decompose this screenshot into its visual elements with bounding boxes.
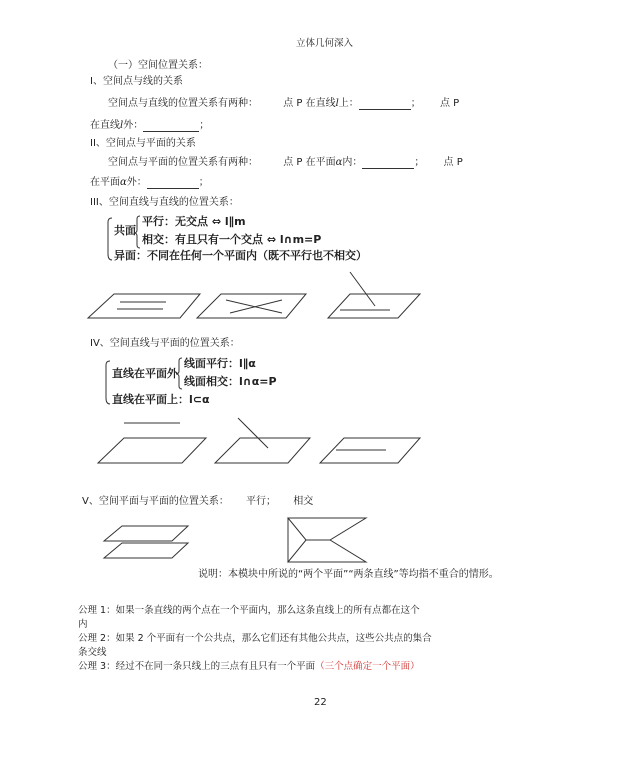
part2-text-c: 内： bbox=[342, 157, 363, 168]
part1-text-b: 点 P 在直线 bbox=[283, 98, 336, 109]
lines-intersect: 相交：有且只有一个交点 ⇔ l∩m=P bbox=[142, 233, 322, 246]
coplanar-label: 共面 bbox=[114, 224, 136, 237]
part2-text-b: 点 P 在平面 bbox=[283, 157, 336, 168]
line-outside-plane: 直线在平面外 bbox=[112, 367, 178, 380]
axiom-1: 公理 1：如果一条直线的两个点在一个平面内，那么这条直线上的所有点都在这个 bbox=[78, 605, 420, 616]
plane-line-parallel bbox=[98, 423, 206, 463]
part1-text-h: ； bbox=[199, 120, 210, 131]
brace-line-plane bbox=[106, 361, 110, 404]
page-number: 22 bbox=[314, 697, 327, 708]
var-alpha: α bbox=[120, 177, 127, 188]
axiom-2-cont: 条交线 bbox=[78, 647, 107, 658]
axiom-1-cont: 内 bbox=[78, 619, 88, 630]
part2-text-g: 外： bbox=[126, 177, 147, 188]
part2-text-f: 在平面 bbox=[90, 177, 120, 188]
page-header: 立体几何深入 bbox=[296, 38, 354, 49]
section-title: （一）空间位置关系： bbox=[108, 60, 208, 71]
brace-inner-3 bbox=[134, 216, 140, 248]
plane-skew-lines bbox=[328, 272, 420, 318]
part3-heading: III、空间直线与直线的位置关系： bbox=[90, 197, 239, 208]
planes-parallel-label: 平行； bbox=[246, 496, 277, 507]
planes-intersecting bbox=[288, 518, 366, 562]
part2-text-h: ； bbox=[198, 177, 209, 188]
brace-outside bbox=[176, 358, 182, 389]
planes-parallel bbox=[104, 526, 188, 558]
line-plane-intersect: 线面相交：l∩α=P bbox=[184, 375, 277, 388]
plane-intersecting-lines bbox=[197, 294, 306, 318]
note-text: 说明：本模块中所说的“两个平面”“两条直线”等均指不重合的情形。 bbox=[198, 569, 499, 580]
planes-intersect-label: 相交 bbox=[293, 496, 314, 507]
part2-text-d: ； bbox=[414, 157, 425, 168]
part1-text-f: 在直线 bbox=[90, 120, 120, 131]
part1-heading: I、空间点与线的关系 bbox=[90, 76, 183, 87]
var-l: l bbox=[120, 120, 124, 131]
line-in-plane: 直线在平面上：l⊂α bbox=[112, 393, 210, 406]
brace-coplanar bbox=[108, 218, 112, 260]
part1-text-c: 上： bbox=[338, 98, 359, 109]
part1-text-a: 空间点与直线的位置关系有两种： bbox=[108, 98, 258, 109]
plane-parallel-lines bbox=[88, 294, 200, 318]
part1-text-e: 点 P bbox=[439, 98, 460, 109]
lines-skew: 异面：不同在任何一个平面内（既不平行也不相交） bbox=[114, 249, 367, 262]
axiom-2: 公理 2：如果 2 个平面有一个公共点，那么它们还有其他公共点，这些公共点的集合 bbox=[78, 633, 432, 644]
var-l: l bbox=[335, 98, 339, 109]
line-plane-parallel: 线面平行：l∥α bbox=[184, 357, 256, 370]
axiom-3-text: 公理 3：经过不在同一条只线上的三点有且只有一个平面 bbox=[78, 661, 316, 672]
part2-text-a: 空间点与平面的位置关系有两种： bbox=[108, 157, 258, 168]
part1-text-g: 外： bbox=[123, 120, 144, 131]
axiom-3-note: （三个点确定一个平面） bbox=[315, 661, 420, 672]
var-alpha: α bbox=[335, 157, 343, 168]
lines-parallel: 平行：无交点 ⇔ l∥m bbox=[142, 215, 246, 228]
part4-heading: IV、空间直线与平面的位置关系： bbox=[90, 338, 240, 349]
part1-text-d: ； bbox=[410, 98, 421, 109]
part2-heading: II、空间点与平面的关系 bbox=[90, 138, 196, 149]
plane-line-inside bbox=[320, 438, 420, 463]
part5-heading-text: V、空间平面与平面的位置关系： bbox=[82, 496, 229, 507]
part2-text-e: 点 P bbox=[443, 157, 463, 168]
plane-line-intersect bbox=[215, 418, 310, 463]
